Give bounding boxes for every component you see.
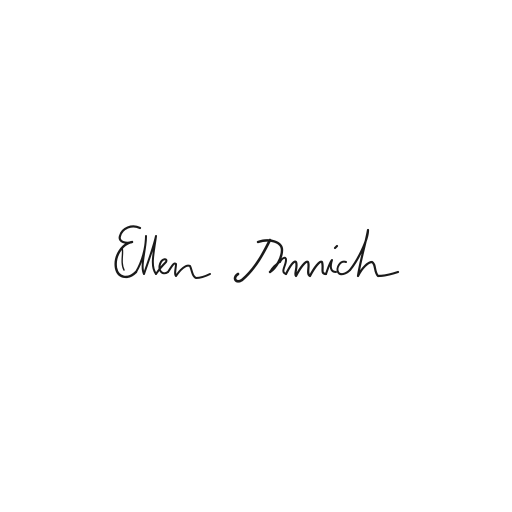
- signature-stroke-e3: [280, 258, 286, 274]
- signature-stroke-i-dot: [335, 246, 337, 248]
- signature-strokes: [116, 226, 398, 281]
- signature-stroke-h: [350, 230, 398, 276]
- signature-stroke-e-detail: [122, 248, 124, 270]
- signature-stroke-m: [286, 262, 326, 276]
- signature-stroke-i: [326, 260, 336, 274]
- signature-stroke-d-stem: [235, 240, 270, 281]
- signature-stroke-e2: [156, 259, 168, 274]
- signature-stroke-n: [168, 263, 210, 278]
- signature-stroke-e-upper: [120, 226, 140, 242]
- signature-stroke-ll: [136, 236, 156, 274]
- signature-stroke-e-lower: [116, 242, 136, 277]
- handwritten-signature: [110, 218, 410, 293]
- signature-stroke-c: [337, 262, 350, 274]
